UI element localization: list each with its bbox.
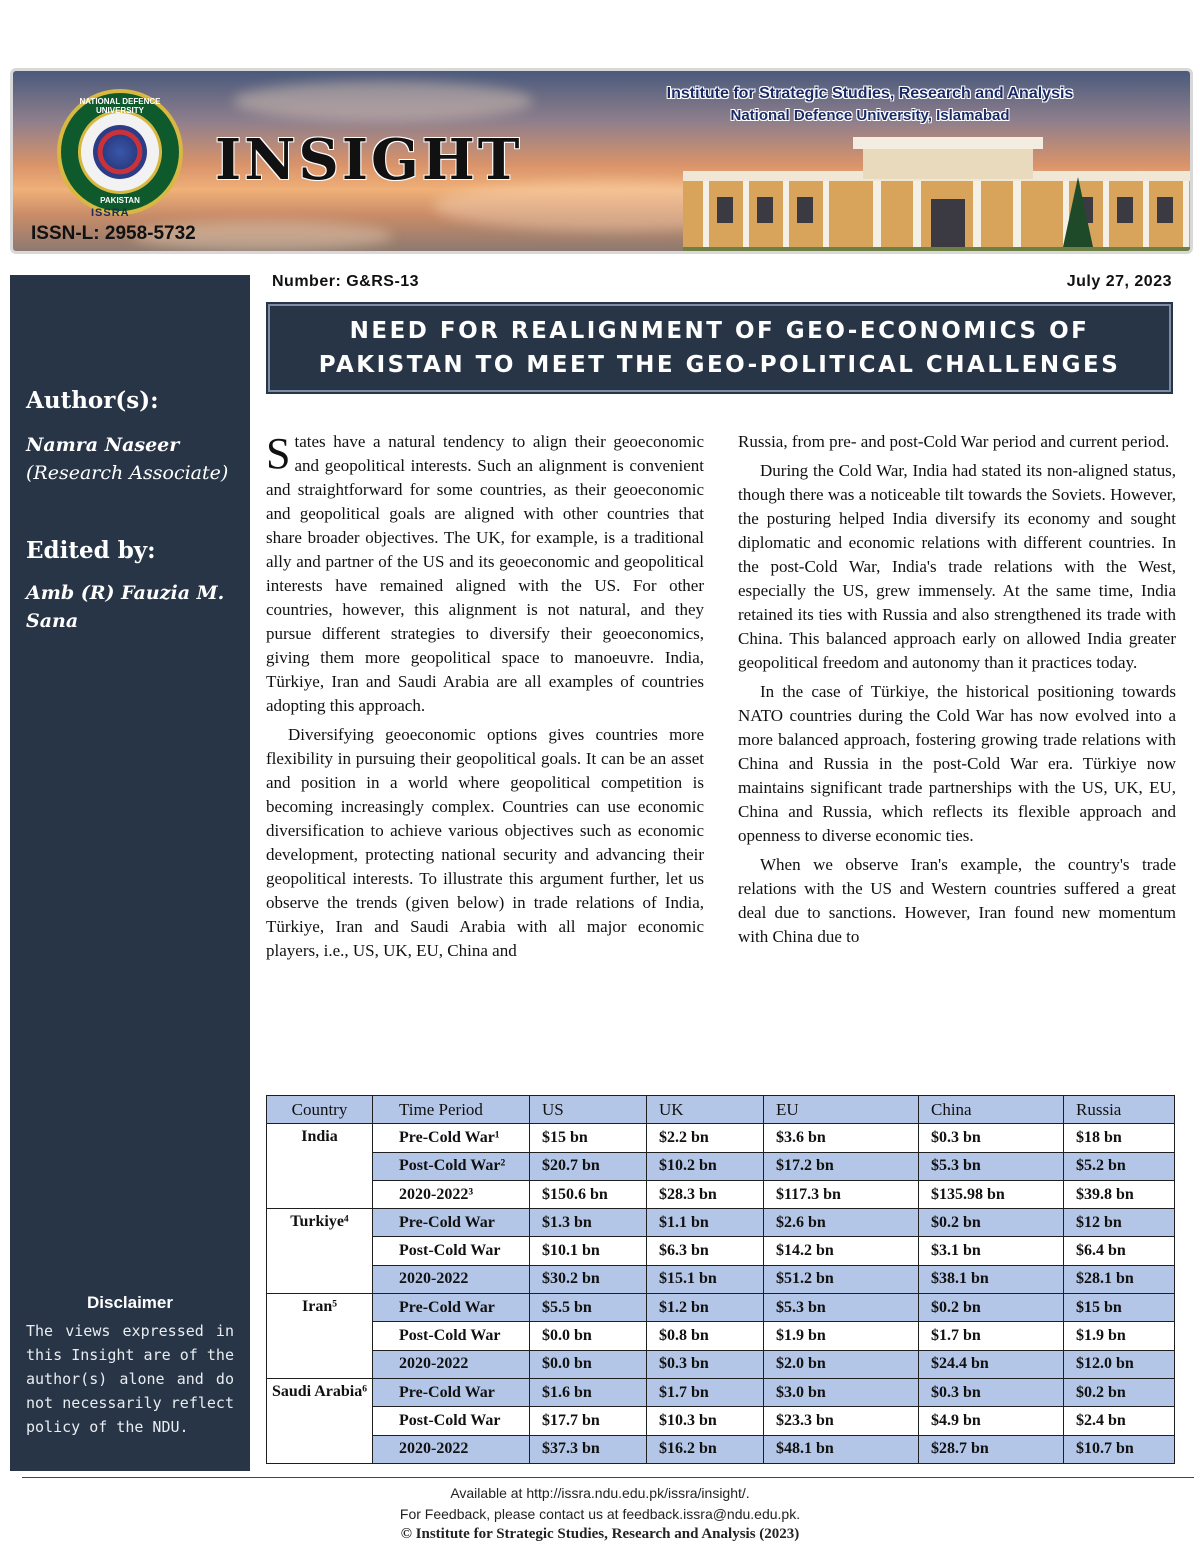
footer-copyright: © Institute for Strategic Studies, Research and Analysis (2023) — [400, 1526, 800, 1542]
value-cell: $24.4 bn — [919, 1350, 1064, 1378]
value-cell: $12.0 bn — [1064, 1350, 1175, 1378]
value-cell: $0.0 bn — [530, 1322, 647, 1350]
value-cell: $0.2 bn — [1064, 1378, 1175, 1406]
table-row — [267, 1124, 1175, 1152]
period-cell: Post-Cold War² — [373, 1152, 530, 1180]
table-row — [267, 1350, 1175, 1378]
value-cell: $37.3 bn — [530, 1435, 647, 1463]
value-cell: $0.2 bn — [919, 1294, 1064, 1322]
value-cell: $3.0 bn — [764, 1378, 919, 1406]
column-header: China — [919, 1096, 1064, 1124]
value-cell: $12 bn — [1064, 1209, 1175, 1237]
value-cell: $2.4 bn — [1064, 1407, 1175, 1435]
table-row — [267, 1152, 1175, 1180]
value-cell: $28.7 bn — [919, 1435, 1064, 1463]
period-cell: Post-Cold War — [373, 1407, 530, 1435]
column-header: US — [530, 1096, 647, 1124]
value-cell: $0.2 bn — [919, 1209, 1064, 1237]
country-name: India — [301, 1128, 338, 1146]
value-cell: $30.2 bn — [530, 1265, 647, 1293]
paragraph-2: Diversifying geoeconomic options gives countries more flexibility in pursuing their geopolitical goals. It can be an asset and position in a world where geopolitical competition is becoming increasingly complex. Countries can use economic diversification to achieve various objectives such as economic development, protecting national security and advancing their geopolitical interests. To illustrate this argument further, let us observe the trends (given below) in trade relations of India, Türkiye, Iran and Saudi Arabia with all major economic players, i.e., US, UK, EU, China and — [266, 725, 704, 960]
header-banner — [10, 68, 1193, 254]
seal-bottom-text: PAKISTAN — [100, 196, 140, 205]
country-name: Iran⁵ — [301, 1298, 338, 1316]
period-cell: Pre-Cold War — [373, 1209, 530, 1237]
value-cell: $1.1 bn — [647, 1209, 764, 1237]
value-cell: $1.9 bn — [1064, 1322, 1175, 1350]
value-cell: $6.3 bn — [647, 1237, 764, 1265]
cloud-decoration — [233, 81, 533, 121]
value-cell: $5.3 bn — [764, 1294, 919, 1322]
value-cell: $1.7 bn — [647, 1378, 764, 1406]
value-cell: $0.3 bn — [919, 1124, 1064, 1152]
value-cell: $10.7 bn — [1064, 1435, 1175, 1463]
sidebar — [10, 275, 250, 1471]
period-cell: Pre-Cold War — [373, 1294, 530, 1322]
seal-ring — [78, 110, 162, 194]
body-column-left — [266, 430, 704, 968]
value-cell: $135.98 bn — [919, 1180, 1064, 1208]
paragraph-1 — [266, 430, 704, 718]
value-cell: $20.7 bn — [530, 1152, 647, 1180]
table-body — [267, 1124, 1175, 1464]
disclaimer-heading: Disclaimer — [87, 1293, 173, 1312]
value-cell: $6.4 bn — [1064, 1237, 1175, 1265]
value-cell: $38.1 bn — [919, 1265, 1064, 1293]
value-cell: $4.9 bn — [919, 1407, 1064, 1435]
table-row — [267, 1209, 1175, 1237]
table-row — [267, 1294, 1175, 1322]
paragraph-5: When we observe Iran's example, the country's trade relations with the US and Western countries suffered a great deal due to sanctions. However, Iran found new momentum with China due to — [738, 855, 1176, 946]
value-cell: $39.8 bn — [1064, 1180, 1175, 1208]
article-title-line-1: NEED FOR REALIGNMENT OF GEO-ECONOMICS OF — [349, 318, 1090, 344]
table-row — [267, 1180, 1175, 1208]
period-cell: Post-Cold War — [373, 1322, 530, 1350]
paragraph-4: In the case of Türkiye, the historical positioning towards NATO countries during the Cold War has now evolved into a more balanced approach, fostering growing trade relations with China and Russia in the post-Cold War era. Türkiye now maintains significant trade partnerships with the US, UK, EU, China and Russia, which reflects its flexible approach and openness to diverse economic ties. — [738, 682, 1176, 845]
paragraph-3: During the Cold War, India had stated its non-aligned status, though there was a noticeable tilt towards the Soviets. However, the posturing helped India diversify its economy and sought diplomatic and economic relations with different countries. In the post-Cold War, India's trade relations with the West, especially the US, grew immensely. At the same time, India retained its ties with Russia and also strengthened its trade with China. This balanced approach early on allowed India greater geopolitical freedom and autonomy than it practices today. — [738, 461, 1176, 672]
value-cell: $10.2 bn — [647, 1152, 764, 1180]
country-name: Saudi Arabia⁶ — [271, 1382, 368, 1400]
authors-heading: Author(s): — [26, 387, 159, 414]
column-header: EU — [764, 1096, 919, 1124]
value-cell: $51.2 bn — [764, 1265, 919, 1293]
author-role: (Research Associate) — [26, 462, 229, 484]
country-cell — [267, 1294, 373, 1379]
value-cell: $2.2 bn — [647, 1124, 764, 1152]
value-cell: $1.3 bn — [530, 1209, 647, 1237]
article-title-line-2: PAKISTAN TO MEET THE GEO-POLITICAL CHALLENGES — [318, 352, 1121, 378]
article-title-box — [268, 304, 1171, 392]
publication-title: INSIGHT — [215, 127, 523, 193]
body-column-right — [738, 430, 1176, 954]
table-row — [267, 1435, 1175, 1463]
footer-availability: Available at http://issra.ndu.edu.pk/issra/insight/. — [450, 1485, 750, 1501]
value-cell: $2.0 bn — [764, 1350, 919, 1378]
value-cell: $5.2 bn — [1064, 1152, 1175, 1180]
column-header: UK — [647, 1096, 764, 1124]
paragraph-2-continued: Russia, from pre- and post-Cold War period and current period. — [738, 432, 1170, 451]
table-header-row — [267, 1096, 1175, 1124]
country-cell — [267, 1209, 373, 1294]
value-cell: $15 bn — [1064, 1294, 1175, 1322]
author-name: Namra Naseer — [26, 434, 180, 456]
country-cell — [267, 1124, 373, 1209]
drop-cap: S — [266, 429, 291, 478]
period-cell: 2020-2022 — [373, 1435, 530, 1463]
value-cell: $17.7 bn — [530, 1407, 647, 1435]
seal-top-text: NATIONAL DEFENCE UNIVERSITY — [79, 97, 161, 115]
value-cell: $10.1 bn — [530, 1237, 647, 1265]
value-cell: $14.2 bn — [764, 1237, 919, 1265]
country-name: Turkiye⁴ — [290, 1213, 349, 1231]
university-name: National Defence University, Islamabad — [730, 107, 1010, 124]
value-cell: $1.2 bn — [647, 1294, 764, 1322]
value-cell: $15 bn — [530, 1124, 647, 1152]
value-cell: $23.3 bn — [764, 1407, 919, 1435]
disclaimer-text: The views expressed in this Insight are of the author(s) alone and do not necessarily reflect policy of the NDU. — [26, 1322, 234, 1436]
column-header: Country — [267, 1096, 373, 1124]
column-header: Time Period — [373, 1096, 530, 1124]
value-cell: $1.9 bn — [764, 1322, 919, 1350]
table-row — [267, 1322, 1175, 1350]
country-cell — [267, 1378, 373, 1463]
paragraph-1-text: tates have a natural tendency to align their geoeconomic and geopolitical interests. Such an alignment is convenient and straightforward for some countries, as their geoeconomic and geopolitical goals are aligned with other countries that share broader objectives. The UK, for example, is a traditional ally and partner of the US and its geoeconomic and geopolitical interests have remained aligned with the US. For other countries, however, this alignment is not natural, and they pursue different strategies to diversify their geoeconomics, giving them more geopolitical space to manoeuvre. India, Türkiye, Iran and Saudi Arabia are all examples of countries adopting this approach. — [266, 432, 704, 715]
table-row — [267, 1378, 1175, 1406]
value-cell: $0.3 bn — [919, 1378, 1064, 1406]
value-cell: $28.3 bn — [647, 1180, 764, 1208]
value-cell: $0.8 bn — [647, 1322, 764, 1350]
value-cell: $3.6 bn — [764, 1124, 919, 1152]
table-row — [267, 1237, 1175, 1265]
value-cell: $1.6 bn — [530, 1378, 647, 1406]
issue-number: Number: G&RS-13 — [272, 273, 420, 290]
edited-by-heading: Edited by: — [26, 537, 156, 564]
value-cell: $15.1 bn — [647, 1265, 764, 1293]
value-cell: $150.6 bn — [530, 1180, 647, 1208]
value-cell: $5.3 bn — [919, 1152, 1064, 1180]
footer-divider — [22, 1477, 1194, 1478]
editor-name: Amb (R) Fauzia M. Sana — [26, 582, 225, 632]
value-cell: $5.5 bn — [530, 1294, 647, 1322]
value-cell: $28.1 bn — [1064, 1265, 1175, 1293]
seal-emblem — [93, 125, 147, 179]
value-cell: $0.3 bn — [647, 1350, 764, 1378]
issn-label: ISSN-L: 2958-5732 — [31, 223, 196, 244]
ndu-seal-logo — [57, 89, 183, 215]
period-cell: 2020-2022³ — [373, 1180, 530, 1208]
value-cell: $1.7 bn — [919, 1322, 1064, 1350]
trade-relations-table — [266, 1095, 1175, 1464]
value-cell: $0.0 bn — [530, 1350, 647, 1378]
period-cell: Pre-Cold War — [373, 1378, 530, 1406]
university-building-image — [683, 137, 1193, 254]
period-cell: Post-Cold War — [373, 1237, 530, 1265]
value-cell: $2.6 bn — [764, 1209, 919, 1237]
value-cell: $10.3 bn — [647, 1407, 764, 1435]
institute-name: Institute for Strategic Studies, Research and Analysis — [666, 85, 1074, 102]
value-cell: $16.2 bn — [647, 1435, 764, 1463]
table-row — [267, 1407, 1175, 1435]
footer-feedback: For Feedback, please contact us at feedback.issra@ndu.edu.pk. — [399, 1506, 801, 1522]
issue-date: July 27, 2023 — [1066, 273, 1172, 290]
value-cell: $117.3 bn — [764, 1180, 919, 1208]
value-cell: $3.1 bn — [919, 1237, 1064, 1265]
period-cell: Pre-Cold War¹ — [373, 1124, 530, 1152]
value-cell: $17.2 bn — [764, 1152, 919, 1180]
issra-mark: ISSRA — [91, 207, 130, 219]
value-cell: $18 bn — [1064, 1124, 1175, 1152]
table-row — [267, 1265, 1175, 1293]
value-cell: $48.1 bn — [764, 1435, 919, 1463]
period-cell: 2020-2022 — [373, 1350, 530, 1378]
column-header: Russia — [1064, 1096, 1175, 1124]
period-cell: 2020-2022 — [373, 1265, 530, 1293]
